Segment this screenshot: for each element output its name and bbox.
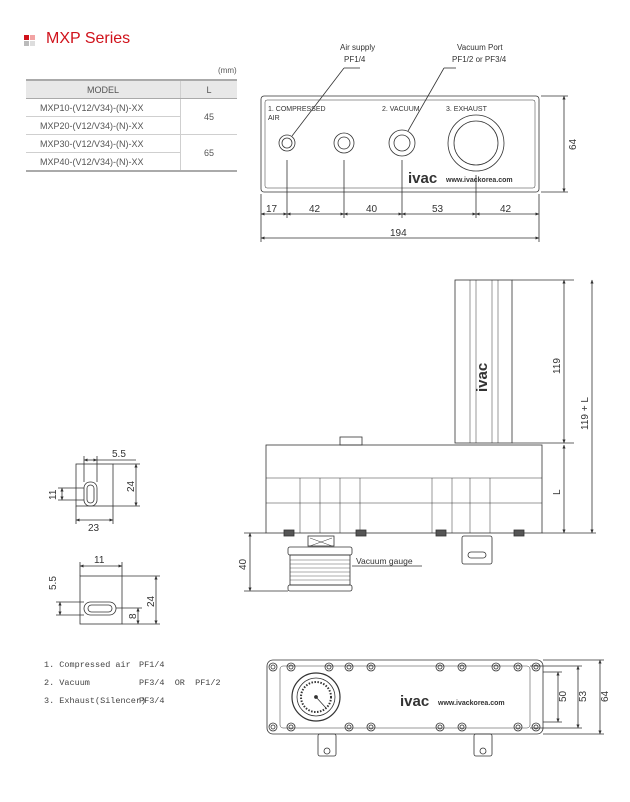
dim-8: 8 (128, 613, 139, 619)
slot-detail-b (56, 562, 160, 624)
vacuum-port-icon (389, 130, 415, 156)
side-view (244, 280, 596, 591)
port-label-2: 2. VACUUM (382, 106, 420, 113)
dim-11b: 11 (94, 555, 105, 566)
port-label-1b: AIR (268, 115, 280, 122)
air-supply-callout: Air supply (340, 43, 376, 52)
dim-53: 53 (432, 204, 444, 215)
website-label: www.ivackorea.com (446, 177, 513, 184)
air-port-icon (279, 135, 295, 151)
mounting-bracket (462, 536, 492, 564)
top-fitting (340, 437, 362, 445)
top-view (267, 660, 604, 756)
note-port: PF3/4 OR PF1/2 (139, 678, 221, 688)
dim-194: 194 (390, 228, 407, 239)
dim-24a: 24 (126, 480, 137, 492)
dim-5-5b: 5.5 (48, 576, 59, 590)
dim-40: 40 (366, 204, 378, 215)
top-website-label: www.ivackorea.com (438, 700, 505, 707)
dim-24b: 24 (146, 595, 157, 607)
exhaust-port-icon (448, 115, 504, 171)
front-view (261, 68, 568, 242)
note-label: 3. Exhaust(Silencer) (44, 696, 147, 706)
l-cell: 65 (181, 135, 238, 172)
model-cell: MXP20-(V12/V34)-(N)-XX (26, 117, 181, 135)
dim-42b: 42 (500, 204, 512, 215)
vacuum-gauge-icon (288, 536, 352, 591)
note-label: 1. Compressed air (44, 660, 131, 670)
vacuum-port-callout: Vacuum Port (457, 43, 503, 52)
gauge-dial-icon (292, 673, 340, 721)
dim-23: 23 (88, 523, 100, 534)
blind-port-icon (334, 133, 354, 153)
dim-l: L (552, 489, 563, 495)
unit-label: (mm) (218, 66, 237, 75)
dim-50: 50 (558, 690, 569, 702)
note-item (44, 656, 221, 674)
l-cell: 45 (181, 99, 238, 135)
col-model-header: MODEL (26, 80, 181, 99)
dim-17: 17 (266, 204, 278, 215)
port-label-1: 1. COMPRESSED (268, 106, 326, 113)
note-label: 2. Vacuum (44, 678, 90, 688)
note-item (44, 674, 221, 692)
page-title: MXP Series (46, 30, 131, 47)
top-brand-logo: ivac (400, 693, 430, 710)
model-cell: MXP10-(V12/V34)-(N)-XX (26, 99, 181, 117)
dim-53-top: 53 (578, 690, 589, 702)
side-brand-logo: ivac (474, 362, 491, 392)
dim-5-5a: 5.5 (112, 449, 126, 460)
port-label-3: 3. EXHAUST (446, 106, 487, 113)
dim-42a: 42 (309, 204, 321, 215)
port-notes (44, 656, 221, 710)
vacuum-gauge-label: Vacuum gauge (356, 556, 413, 566)
brand-logo: ivac (408, 170, 438, 187)
model-cell: MXP40-(V12/V34)-(N)-XX (26, 153, 181, 172)
note-item (44, 692, 221, 710)
vacuum-port-size-callout: PF1/2 or PF3/4 (452, 55, 507, 64)
note-port: PF1/4 (139, 660, 165, 670)
dim-11a: 11 (48, 489, 59, 500)
dim-64-top: 64 (600, 690, 611, 702)
dim-119-plus-l: 119 + L (580, 397, 591, 430)
model-cell: MXP30-(V12/V34)-(N)-XX (26, 135, 181, 153)
manifold-body (266, 445, 542, 533)
dim-64-front: 64 (568, 138, 579, 150)
ejector-column (455, 280, 512, 443)
slot-plate-b (80, 576, 122, 624)
air-port-callout: PF1/4 (344, 55, 366, 64)
dim-40-gauge: 40 (238, 558, 249, 570)
dim-119: 119 (552, 358, 563, 374)
note-port: PF3/4 (139, 696, 165, 706)
col-l-header: L (181, 80, 238, 99)
